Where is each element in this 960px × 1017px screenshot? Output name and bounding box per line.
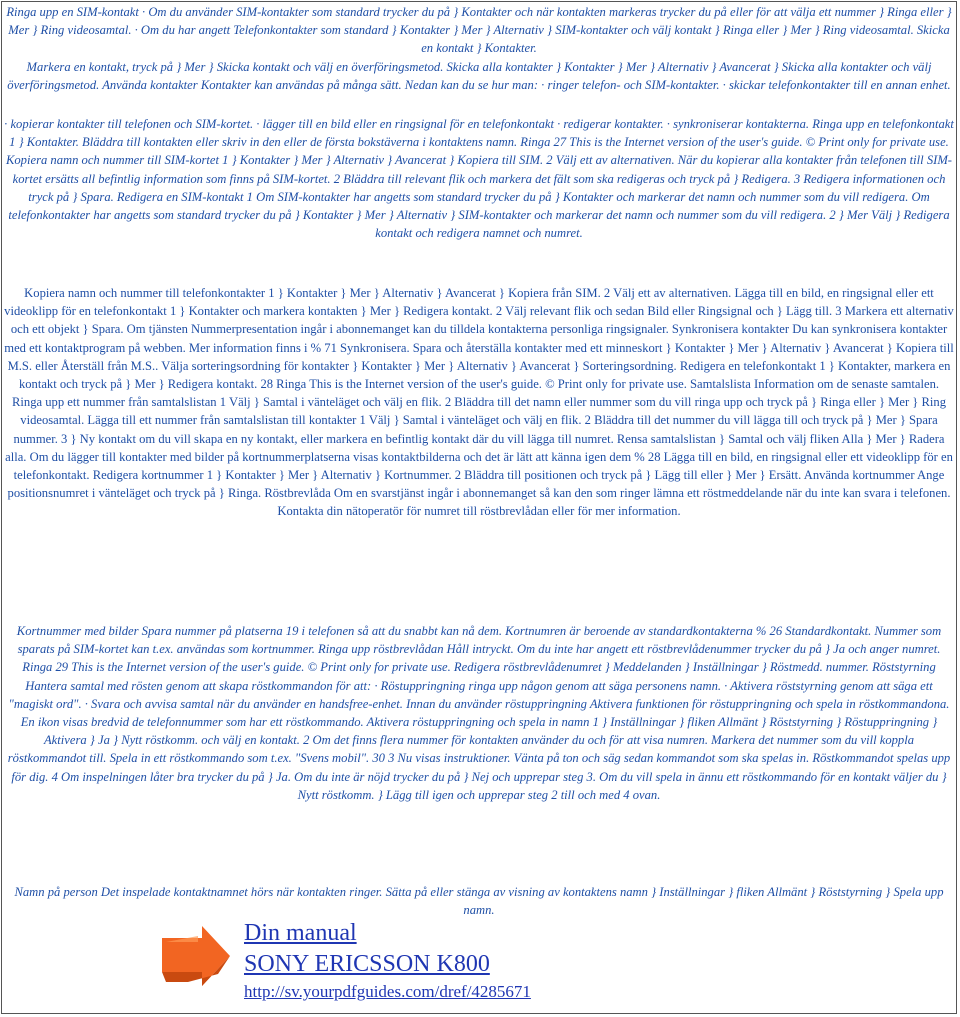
footer-links bbox=[244, 918, 531, 1004]
paragraph-speed-dial-voice: Kortnummer med bilder Spara nummer på platserna 19 i telefonen så att du snabbt kan nå dem. Kortnumren är beroende av standardkontakterna % 26 Standardkontakt. Nummer som sparats på SIM-kortet kan t.ex. användas som kortnummer. Ringa upp röstbrevlådan Håll intryckt. Om du inte har angett ett röstbrevlådenummer trycker du på } Ja och anger numret. Ringa 29 This is the Internet version of the user's guide. © Print only for private use. Redigera röstbrevlådenumret } Meddelanden } Inställningar } Röstmedd. nummer. Röststyrning Hantera samtal med rösten genom att skapa röstkommandon för att: · Röstuppringning ringa upp någon genom att säga personens namn. · Aktivera röststyrning genom att säga ett "magiskt ord". · Svara och avvisa samtal när du använder en handsfree-enhet. Innan du använder röstuppringning Aktivera funktionen för röstuppringning och spela in röstkommandona. En ikon visas bredvid de telefonnummer som har ett röstkommando. Aktivera röstuppringning och spela in namn 1 } Inställningar } fliken Allmänt } Röststyrning } Röstuppringning } Aktivera } Ja } Nytt röstkomm. och välj en kontakt. 2 Om det finns flera nummer för kontakten använder du och för att visa numren. Markera det nummer som du vill koppla röstkommandot till. Spela in ett röstkommando som t.ex. "Svens mobil". 30 3 Nu visas instruktioner. Vänta på ton och säg sedan kommandot som ska spelas in. Röstkommandot spelas upp för dig. 4 Om inspelningen låter bra trycker du på } Ja. Om du inte är nöjd trycker du på } Nej och upprepar steg 3. Om du vill spela in ännu ett röstkommando för en kontakt väljer du } Nytt röstkomm. } Lägg till igen och upprepar steg 2 till och med 4 ovan. bbox=[7, 624, 951, 802]
paragraph-copy-edit: · kopierar kontakter till telefonen och SIM-kortet. · lägger till en bild eller en ringsignal för en telefonkontakt · redigerar kontakter. · synkroniserar kontakterna. Ringa upp en telefonkontakt 1 } Kontakter. Bläddra till kontakten eller skriv in den eller de första bokstäverna i kontaktens namn. Ringa 27 This is the Internet version of the user's guide. © Print only for private use. Kopiera namn och nummer till SIM-kortet 1 } Kontakter } Mer } Alternativ } Avancerat } Kopiera till SIM. 2 Välj ett av alternativen. När du kopierar alla kontakter från telefonen till SIM-kortet ersätts all befintlig information som finns på SIM-kortet. 2 Bläddra till relevant flik och markera det fält som ska redigeras och tryck på } Redigera. 3 Redigera informationen och tryck på } Spara. Redigera en SIM-kontakt 1 Om SIM-kontakter har angetts som standard trycker du på } Kontakter och markerar det namn och nummer som du vill redigera. Om telefonkontakter har angetts som standard trycker du på } Kontakter } Mer } Alternativ } SIM-kontakter och markerar det namn och nummer som du vill redigera. 2 } Mer Välj } Redigera kontakt och redigera namnet och numret. bbox=[4, 117, 954, 241]
paragraph-caller-name: Namn på person Det inspelade kontaktnamnet hörs när kontakten ringer. Sätta på eller stänga av visning av kontaktens namn } Inställningar } fliken Allmänt } Röststyrning } Spela upp namn. bbox=[14, 885, 944, 918]
product-name-link[interactable]: SONY ERICSSON K800 bbox=[244, 951, 490, 977]
paragraph-phone-contacts: Kopiera namn och nummer till telefonkontakter 1 } Kontakter } Mer } Alternativ } Avancerat } Kopiera från SIM. 2 Välj ett av alternativen. Lägga till en bild, en ringsignal eller ett videoklipp för en telefonkontakt 1 } Kontakter och markera kontakten } Mer } Redigera kontakt. 2 Välj relevant flik och sedan Bild eller Ringsignal och } Lägg till. 3 Markera ett alternativ och ett objekt } Spara. Om tjänsten Nummerpresentation ingår i abonnemanget kan du tilldela kontakterna personliga ringsignaler. Synkronisera kontakter Du kan synkronisera kontakter med ett kontaktprogram på webben. Mer information finns i % 71 Synkronisera. Spara och återställa kontakter med ett minneskort } Kontakter } Mer } Alternativ } Avancerat } Kopiera till M.S. eller Återställ från M.S.. Välja sorteringsordning för kontakter } Kontakter } Mer } Alternativ } Avancerat } Sorteringsordning. Redigera en telefonkontakt 1 } Kontakter, markera en kontakt och tryck på } Mer } Redigera kontakt. 28 Ringa This is the Internet version of the user's guide. © Print only for private use. Samtalslista Information om de senaste samtalen. Ringa upp ett nummer från samtalslistan 1 Välj } Samtal i vänteläget och välj en flik. 2 Bläddra till det namn eller nummer som du vill ringa upp och tryck på } Ringa eller } Mer } Ring videosamtal. Lägga till ett nummer från samtalslistan till kontakter 1 Välj } Samtal i vänteläget och välj en flik. 2 Bläddra till det nummer du vill lägga till och tryck på } Mer } Spara nummer. 3 } Ny kontakt om du vill skapa en ny kontakt, eller markera en befintlig kontakt där du vill lägga till numret. Rensa samtalslistan } Samtal och välj fliken Alla } Mer } Radera alla. Om du lägger till kontakter med bilder på kortnummerplatserna visas kontaktbilderna och det är lätt att känna igen dem % 28 Lägga till en bild, en ringsignal eller ett videoklipp för en telefonkontakt. Redigera kortnummer 1 } Kontakter } Mer } Alternativ } Kortnummer. 2 Bläddra till positionen och tryck på } Lägg till eller } Mer } Ersätt. Använda kortnummer Ange positionsnumret i vänteläget och tryck på } Ringa. Röstbrevlåda Om en svarstjänst ingår i abonnemanget så kan den som ringer lämna ett röstmeddelande när du inte kan svara i telefonen. Kontakta din nätoperatör för numret till röstbrevlådan eller för mer information. bbox=[4, 286, 954, 519]
manual-url-link[interactable]: http://sv.yourpdfguides.com/dref/4285671 bbox=[244, 982, 531, 1001]
paragraph-send-contacts: Markera en kontakt, tryck på } Mer } Skicka kontakt och välj en överföringsmetod. Skicka alla kontakter } Kontakter } Mer } Alternativ } Avancerat } Skicka alla kontakter och välj överföringsmetod. Använda kontakter Kontakter kan användas på många sätt. Nedan kan du se hur man: · ringer telefon- och SIM-kontakter. · skickar telefonkontakter till en annan enhet. bbox=[7, 60, 951, 93]
manual-footer bbox=[158, 918, 598, 1013]
din-manual-link[interactable]: Din manual bbox=[244, 920, 357, 946]
arrow-logo-icon bbox=[158, 922, 234, 998]
paragraph-sim-contact: Ringa upp en SIM-kontakt · Om du använder SIM-kontakter som standard trycker du på } Kontakter och när kontakten markeras trycker du på eller för att välja ett nummer } Ringa eller } Mer } Ring videosamtal. · Om du har angett Telefonkontakter som standard } Kontakter } Mer } Alternativ } SIM-kontakter och välj kontakt } Ringa eller } Mer } Ring videosamtal. Skicka en kontakt } Kontakter. bbox=[6, 5, 952, 56]
